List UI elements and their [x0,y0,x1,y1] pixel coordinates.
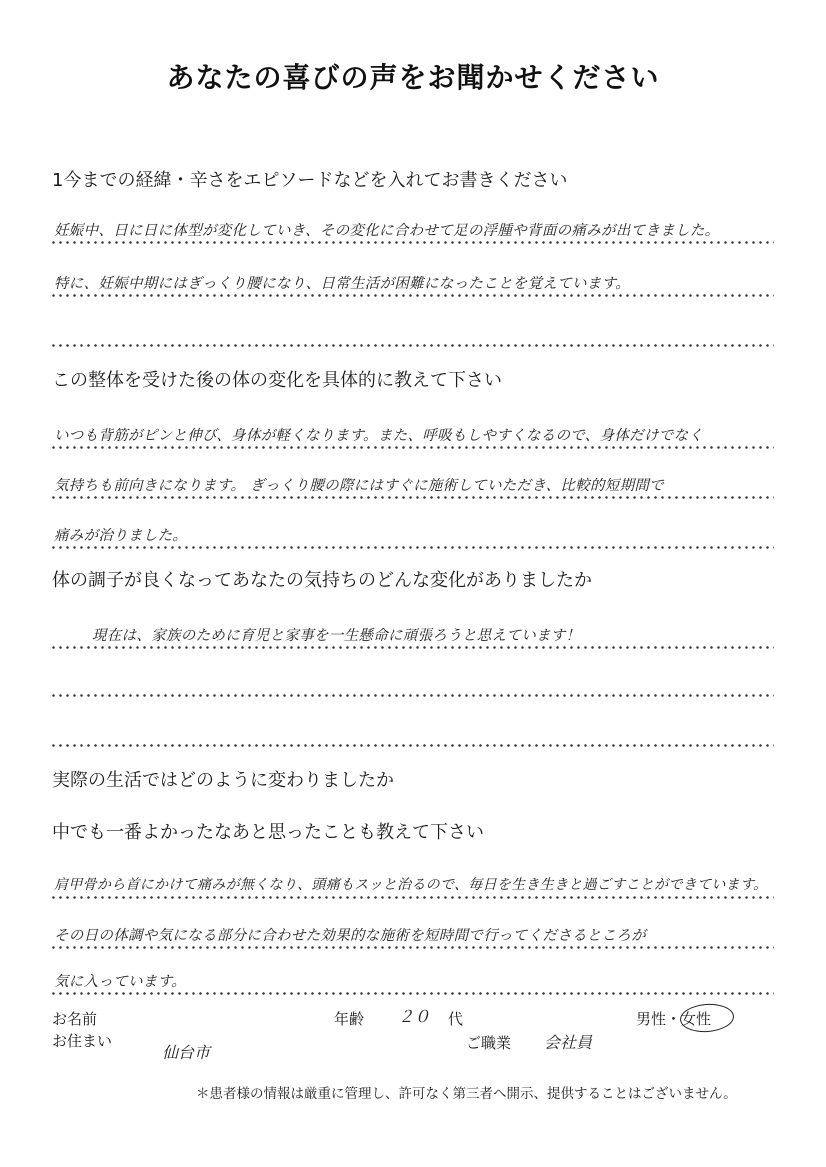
question-1: 1今までの経緯・辛さをエピソードなどを入れてお書きください [52,170,568,191]
question-3: 体の調子が良くなってあなたの気持ちのどんな変化がありましたか [52,570,592,591]
ruled-line [50,896,774,899]
answer-3-line-1: 現在は、家族のために育児と家事を一生懸命に頑張ろうと思えています！ [92,628,581,644]
question-4a: 実際の生活ではどのように変わりましたか [52,770,394,791]
gender-label: 男性・女性 [636,1010,712,1028]
question-2: この整体を受けた後の体の変化を具体的に教えて下さい [52,370,502,391]
ruled-line [50,344,774,347]
answer-4-line-1: 肩甲骨から首にかけて痛みが無くなり、頭痛もスッと治るので、毎日を生き生きと過ごすことができています。 [54,877,768,893]
question-4b: 中でも一番よかったなあと思ったことも教えて下さい [52,822,484,843]
job-label: ご職業 [466,1034,512,1052]
answer-2-line-1: いつも背筋がピンと伸び、身体が軽くなります。また、呼吸もしやすくなるので、身体だけでなく [54,428,704,444]
address-label: お住まい [52,1032,113,1050]
answer-1-line-2: 特に、妊娠中期にはぎっくり腰になり、日常生活が困難になったことを覚えています。 [54,276,631,292]
ruled-line [50,446,774,449]
job-value: 会社員 [544,1033,593,1052]
ruled-line [50,992,774,995]
answer-4-line-2: その日の体調や気になる部分に合わせた効果的な施術を短時間で行ってくださるところが [54,928,646,944]
ruled-line [50,646,774,649]
address-value: 仙台市 [162,1043,211,1062]
gender-selection-circle [679,1002,735,1034]
ruled-line [50,546,774,549]
privacy-notice: ＊患者様の情報は厳重に管理し、許可なく第三者へ開示、提供することはございません。 [196,1086,737,1102]
answer-1-line-1: 妊娠中、日に日に体型が変化していき、その変化に合わせて足の浮腫や背面の痛みが出てきました。 [54,223,720,239]
ruled-line [50,294,774,297]
age-value: ２０ [398,1007,431,1026]
ruled-line [50,694,774,697]
answer-2-line-3: 痛みが治りました。 [54,528,188,544]
answer-4-line-3: 気に入っています。 [54,974,187,990]
page-title: あなたの喜びの声をお聞かせください [166,61,660,94]
answer-2-line-2: 気持ちも前向きになります。 ぎっくり腰の際にはすぐに施術していただき、比較的短期間で [54,478,664,494]
name-label: お名前 [52,1010,98,1028]
ruled-line [50,946,774,949]
ruled-line [50,496,774,499]
ruled-line [50,744,774,747]
age-label: 年齢 [334,1010,365,1028]
ruled-line [50,241,774,244]
age-unit: 代 [448,1010,464,1028]
